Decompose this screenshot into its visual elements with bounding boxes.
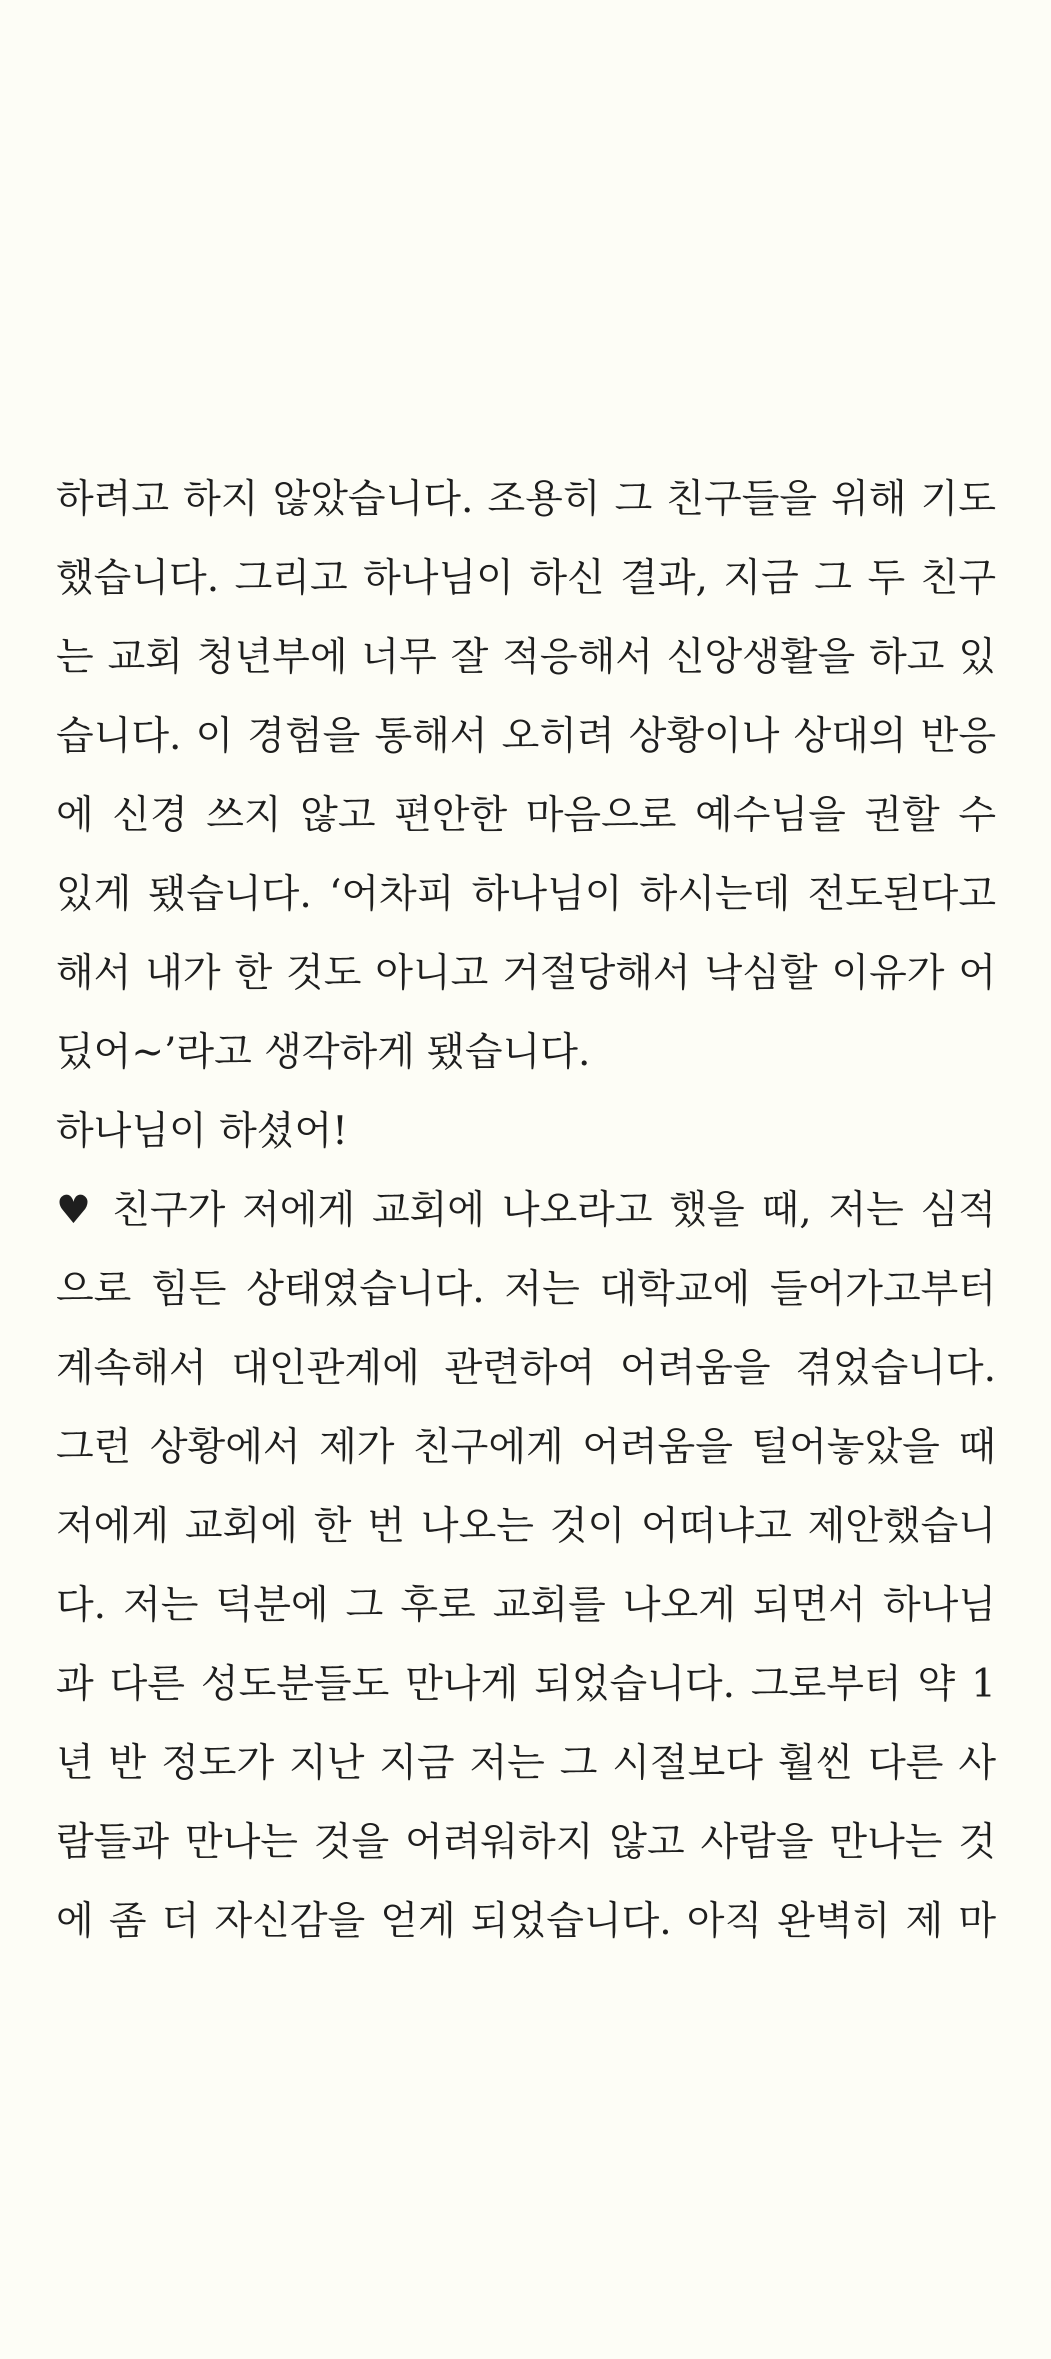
text-line: 습니다. 이 경험을 통해서 오히려 상황이나 상대의 반응 (56, 714, 996, 759)
text-line: 다. 저는 덕분에 그 후로 교회를 나오게 되면서 하나님 (56, 1583, 996, 1628)
text-line: ♥ 친구가 저에게 교회에 나오라고 했을 때, 저는 심적 (56, 1188, 996, 1233)
text-line: 하려고 하지 않았습니다. 조용히 그 친구들을 위해 기도 (56, 477, 996, 522)
text-line: 계속해서 대인관계에 관련하여 어려움을 겪었습니다. (56, 1346, 996, 1391)
text-line: 람들과 만나는 것을 어려워하지 않고 사람을 만나는 것 (56, 1820, 996, 1865)
text-line: 년 반 정도가 지난 지금 저는 그 시절보다 훨씬 다른 사 (56, 1741, 996, 1786)
text-line: 그런 상황에서 제가 친구에게 어려움을 털어놓았을 때 (56, 1425, 996, 1470)
document-page (56, 460, 996, 1961)
paragraph-1 (56, 460, 996, 1092)
text-line: 있게 됐습니다. ‘어차피 하나님이 하시는데 전도된다고 (56, 872, 996, 917)
text-line: 는 교회 청년부에 너무 잘 적응해서 신앙생활을 하고 있 (56, 635, 996, 680)
text-line: 과 다른 성도분들도 만나게 되었습니다. 그로부터 약 1 (56, 1662, 996, 1707)
text-line: 에 좀 더 자신감을 얻게 되었습니다. 아직 완벽히 제 마 (56, 1899, 996, 1944)
section-heading: 하나님이 하셨어! (56, 1109, 348, 1154)
text-line: 에 신경 쓰지 않고 편안한 마음으로 예수님을 권할 수 (56, 793, 996, 838)
text-line: 딨어~’라고 생각하게 됐습니다. (56, 1030, 591, 1075)
paragraph-2 (56, 1171, 996, 1961)
text-line: 저에게 교회에 한 번 나오는 것이 어떠냐고 제안했습니 (56, 1504, 996, 1549)
text-line: 했습니다. 그리고 하나님이 하신 결과, 지금 그 두 친구 (56, 556, 996, 601)
text-line: 으로 힘든 상태였습니다. 저는 대학교에 들어가고부터 (56, 1267, 996, 1312)
text-line: 해서 내가 한 것도 아니고 거절당해서 낙심할 이유가 어 (56, 951, 996, 996)
